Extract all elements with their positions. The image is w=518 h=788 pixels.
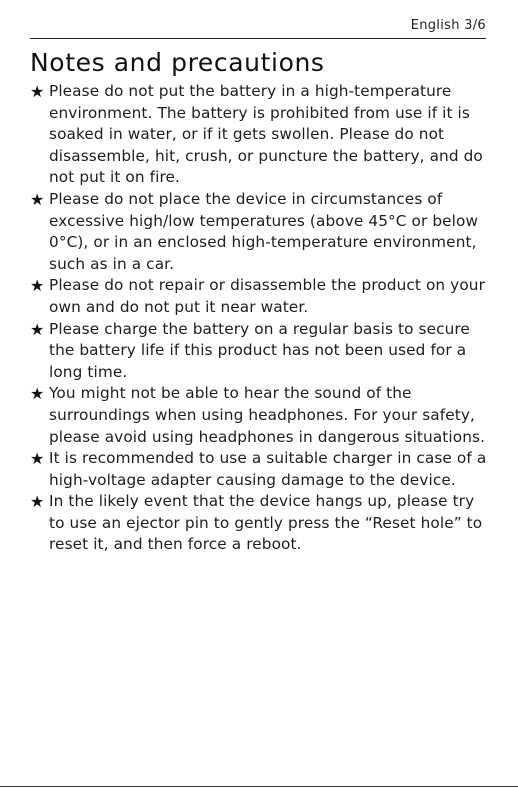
precaution-item — [30, 81, 490, 189]
precaution-item — [30, 319, 490, 384]
star-bullet-icon: ★ — [30, 492, 45, 512]
section-title: Notes and precautions — [30, 48, 325, 77]
precaution-text: Please do not repair or disassemble the product on your own and do not put it near water. — [49, 276, 485, 316]
precaution-text: You might not be able to hear the sound of the surroundings when using headphones. For your safety, please avoid using headphones in dangerous situations. — [49, 384, 486, 446]
precaution-text: Please do not place the device in circumstances of excessive high/low temperatures (above 45°C or below 0°C), or in an enclosed high-temperature environment, such as in a car. — [49, 189, 479, 273]
precaution-text: It is recommended to use a suitable charger in case of a high-voltage adapter causing damage to the device. — [49, 449, 487, 489]
precaution-item — [30, 491, 490, 556]
precaution-text: Please do not put the battery in a high-temperature environment. The battery is prohibited from use if it is soaked in water, or if it gets swollen. Please do not disassemble, hit, crush, or puncture the battery, and do not put it on fire. — [49, 82, 483, 187]
star-bullet-icon: ★ — [30, 384, 45, 404]
star-bullet-icon: ★ — [30, 449, 45, 469]
page-header — [30, 18, 486, 39]
star-bullet-icon: ★ — [30, 276, 45, 296]
precaution-item — [30, 448, 490, 491]
precaution-text: Please charge the battery on a regular basis to secure the battery life if this product has not been used for a long time. — [49, 319, 470, 381]
star-bullet-icon: ★ — [30, 189, 45, 209]
precaution-text: In the likely event that the device hangs up, please try to use an ejector pin to gently press the “Reset hole” to reset it, and then force a reboot. — [49, 492, 483, 554]
precaution-item — [30, 189, 490, 275]
precaution-item — [30, 383, 490, 448]
precaution-item — [30, 275, 490, 318]
star-bullet-icon: ★ — [30, 82, 45, 101]
star-bullet-icon: ★ — [30, 319, 45, 339]
footer-divider — [0, 786, 518, 787]
page-number-label: English 3/6 — [410, 18, 486, 33]
precautions-list — [30, 81, 490, 556]
